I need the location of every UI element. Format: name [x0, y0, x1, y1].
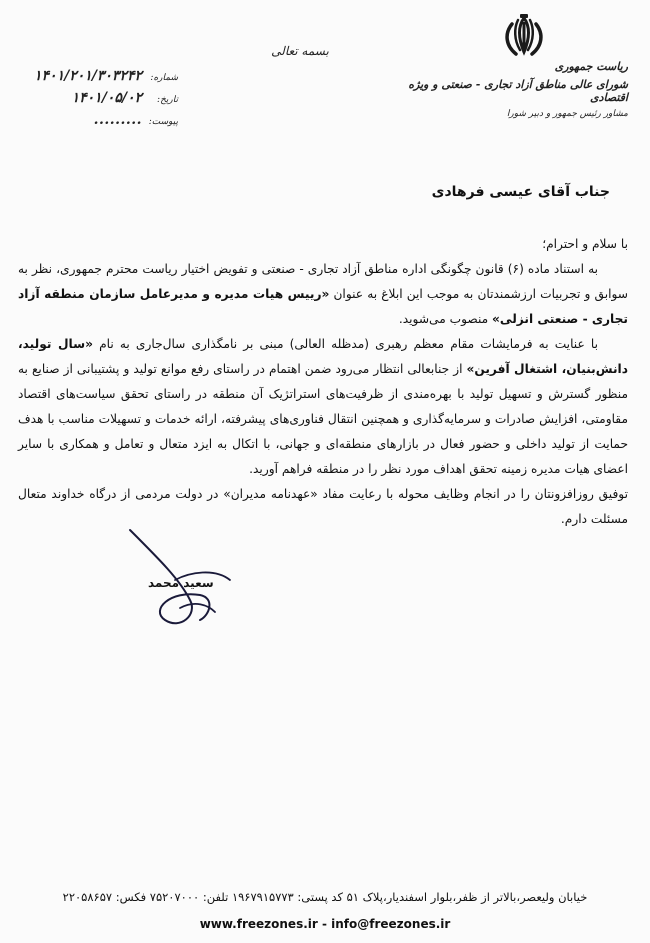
number-label: شماره: — [150, 73, 178, 83]
paragraph-2-text-b: از جنابعالی انتظار می‌رود ضمن اهتمام در راستای رفع موانع تولید و پشتیبانی از صنایع به منظور گسترش و تسهیل تولید با بهره‌مندی از ظرفیت‌های استراتژیک آن منطقه در راستای تحقق سیاست‌های اقتصاد مقاومتی، افزایش صادرات و سرمایه‌گذاری و همچنین انتقال فناوری‌های پیشرفته، ارائه خدمات و تسهیلات مناسب با هدف حمایت از تولید داخلی و حضور فعال در بازارهای منطقه‌ای و جهانی، با اتکال به ایزد متعال و تعامل و همکاری با سایر اعضای هیات مدیره زمینه تحقق اهداف مورد نظر را در منطقه فراهم آورید. — [18, 362, 628, 476]
greeting: با سلام و احترام؛ — [542, 237, 628, 251]
paragraph-1-text-a: به استناد ماده (۶) قانون چگونگی اداره مناطق آزاد تجاری - صنعتی و تفویض اختیار ریاست محترم جمهوری، نظر به سوابق و تجربیات ارزشمندتان به موجب این ابلاغ به عنوان — [18, 262, 628, 301]
paragraph-2-text-a: با عنایت به فرمایشات مقام معظم رهبری (مدظله العالی) مبنی بر نامگذاری سال‌جاری به نام — [92, 337, 598, 351]
paragraph-1 — [18, 257, 628, 332]
org-line-1: ریاست جمهوری — [554, 60, 628, 73]
iran-emblem-icon — [498, 12, 550, 64]
meta-number-row — [18, 68, 178, 90]
basmala: بسمه تعالی — [271, 44, 329, 58]
footer-address: خیابان ولیعصر،بالاتر از ظفر،بلوار اسفندیار،پلاک ۵۱ کد پستی: ۱۹۶۷۹۱۵۷۷۳ تلفن: ۷۵۲۰۷۰۰۰ فکس: ۲۲۰۵۸۶۵۷ — [62, 890, 588, 904]
letterhead — [378, 60, 628, 119]
paragraph-1-appointment-title: «رییس هیات مدیره و مدیرعامل سازمان منطقه آزاد تجاری - صنعتی انزلی» — [18, 287, 628, 326]
number-value: ۱۴۰۱/۲۰۱/۳۰۳۲۴۲ — [34, 68, 142, 84]
paragraph-1-text-b: منصوب می‌شوید. — [398, 312, 493, 326]
paragraph-2-year-slogan: «سال تولید، دانش‌بنیان، اشتغال آفرین» — [18, 337, 628, 376]
attachment-label: پیوست: — [148, 117, 178, 127]
attachment-value: ......... — [93, 112, 142, 128]
meta-date-row — [18, 90, 178, 112]
addressee: جناب آقای عیسی فرهادی — [431, 184, 610, 200]
letter-body — [18, 232, 628, 532]
org-line-2: شورای عالی مناطق آزاد تجاری - صنعتی و ویژه اقتصادی — [408, 78, 628, 104]
letter-meta — [18, 68, 178, 134]
signer-name: سعید محمد — [148, 576, 214, 590]
date-label: تاریخ: — [157, 95, 178, 105]
org-line-3: مشاور رئیس جمهور و دبیر شورا — [506, 109, 628, 119]
date-value: ۱۴۰۱/۰۵/۰۲ — [71, 90, 142, 106]
paragraph-3: توفیق روزافزونتان را در انجام وظایف محوله با رعایت مفاد «عهدنامه مدیران» در دولت مردمی از درگاه خداوند متعال مسئلت دارم. — [18, 487, 628, 526]
footer-website: www.freezones.ir - info@freezones.ir — [199, 917, 451, 931]
paragraph-2 — [18, 332, 628, 482]
meta-attachment-row — [18, 112, 178, 134]
